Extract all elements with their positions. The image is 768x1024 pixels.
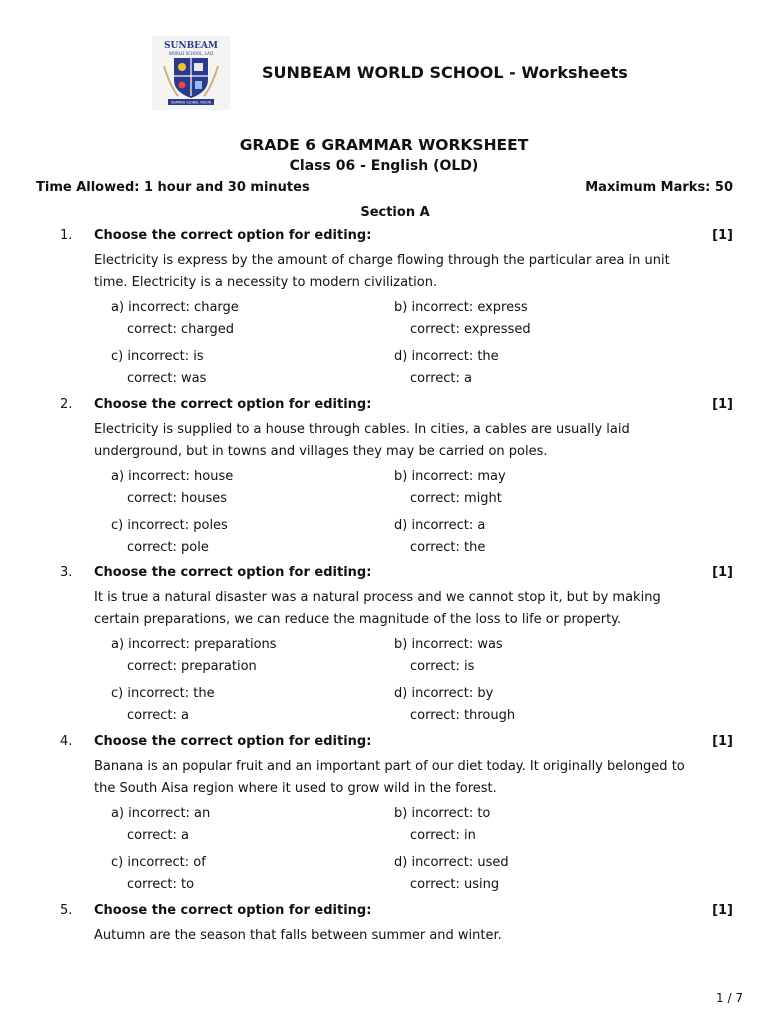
option-b[interactable]: b) incorrect: to correct: in [394,806,491,843]
school-logo [152,36,230,110]
svg-text:SHAPING GLOBAL VISION: SHAPING GLOBAL VISION [170,100,212,105]
question-number: 5. [60,903,73,918]
question-text: Electricity is express by the amount of charge flowing through the particular area in unit time. Electricity is a necessity to modern civilization. [94,253,670,290]
question-heading: Choose the correct option for editing: [94,228,372,243]
question-number: 3. [60,565,73,580]
question-number: 4. [60,734,73,749]
option-b[interactable]: b) incorrect: was correct: is [394,637,503,674]
question-mark: [1] [712,397,733,412]
option-a[interactable]: a) incorrect: an correct: a [111,806,211,843]
question-heading: Choose the correct option for editing: [94,903,372,918]
question-mark: [1] [712,565,733,580]
option-b[interactable]: b) incorrect: express correct: expressed [394,300,531,337]
question-heading: Choose the correct option for editing: [94,734,372,749]
question-number: 2. [60,397,73,412]
page-number: 1 / 7 [716,991,743,1005]
question-text: Electricity is supplied to a house through cables. In cities, a cables are usually laid underground, but in towns and villages they may be carried on poles. [94,422,630,459]
question-number: 1. [60,228,73,243]
school-title: SUNBEAM WORLD SCHOOL - Worksheets [262,63,628,82]
question-mark: [1] [712,734,733,749]
option-d[interactable]: d) incorrect: by correct: through [394,686,516,723]
question-mark: [1] [712,228,733,243]
svg-text:SUNBEAM: SUNBEAM [164,41,218,51]
option-a[interactable]: a) incorrect: house correct: houses [111,469,234,506]
option-c[interactable]: c) incorrect: poles correct: pole [111,518,228,555]
option-a[interactable]: a) incorrect: preparations correct: preparation [111,637,277,674]
option-c[interactable]: c) incorrect: of correct: to [111,855,206,892]
option-d[interactable]: d) incorrect: a correct: the [394,518,486,555]
svg-text:WORLD SCHOOL, LAO: WORLD SCHOOL, LAO [168,51,214,56]
question-heading: Choose the correct option for editing: [94,565,372,580]
option-c[interactable]: c) incorrect: is correct: was [111,349,207,386]
worksheet-class: Class 06 - English (OLD) [289,158,479,174]
question-text: Banana is an popular fruit and an important part of our diet today. It originally belonged to the South Aisa region where it used to grow wild in the forest. [94,759,685,796]
question-mark: [1] [712,903,733,918]
time-allowed: Time Allowed: 1 hour and 30 minutes [36,180,310,195]
section-heading: Section A [360,205,430,220]
option-d[interactable]: d) incorrect: the correct: a [394,349,499,386]
worksheet-title: GRADE 6 GRAMMAR WORKSHEET [239,136,529,154]
option-d[interactable]: d) incorrect: used correct: using [394,855,509,892]
option-b[interactable]: b) incorrect: may correct: might [394,469,506,506]
maximum-marks: Maximum Marks: 50 [585,180,733,195]
question-heading: Choose the correct option for editing: [94,397,372,412]
question-text: Autumn are the season that falls between summer and winter. [94,928,502,943]
option-c[interactable]: c) incorrect: the correct: a [111,686,215,723]
option-a[interactable]: a) incorrect: charge correct: charged [111,300,239,337]
question-text: It is true a natural disaster was a natural process and we cannot stop it, but by making certain preparations, we can reduce the magnitude of the loss to life or property. [94,590,661,627]
